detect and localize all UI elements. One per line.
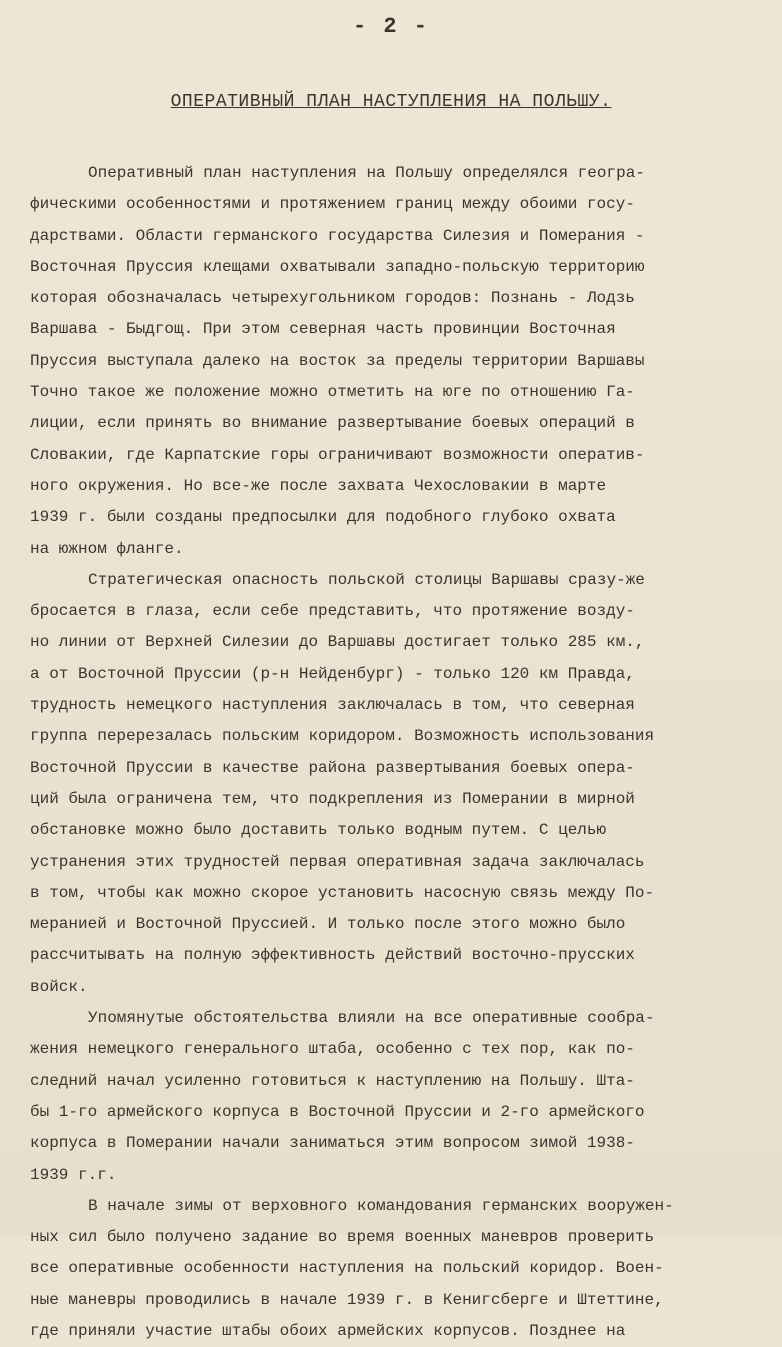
text-line: В начале зимы от верховного командования германских вооружен- (88, 1196, 674, 1215)
text-line: группа перерезалась польским коридором. Возможность использования (30, 727, 655, 746)
text-line: фическими особенностями и протяжением границ между обоими госу- (30, 195, 635, 214)
text-line: все оперативные особенности наступления на польский коридор. Воен- (30, 1259, 664, 1278)
text-line: рассчитывать на полную эффективность действий восточно-прусских (30, 946, 635, 965)
page-number: - 2 - (352, 14, 429, 39)
text-line: бросается в глаза, если себе представить, что протяжение возду- (30, 602, 635, 621)
text-line: бы 1-го армейского корпуса в Восточной Пруссии и 2-го армейского (30, 1102, 645, 1121)
text-line: ных сил было получено задание во время военных маневров проверить (30, 1228, 655, 1247)
text-line: в том, чтобы как можно скорое установить насосную связь между По- (30, 883, 655, 902)
text-line: меранией и Восточной Пруссией. И только после этого можно было (30, 915, 626, 934)
text-line: Стратегическая опасность польской столицы Варшавы сразу-же (88, 570, 645, 589)
paragraph-1 (30, 158, 758, 565)
text-line: следний начал усиленно готовиться к наступлению на Польшу. Шта- (30, 1071, 635, 1090)
text-line: обстановке можно было доставить только водным путем. С целью (30, 821, 607, 840)
text-line: Пруссия выступала далеко на восток за пределы территории Варшавы (30, 351, 645, 370)
text-line: устранения этих трудностей первая оперативная задача заключалась (30, 852, 645, 871)
document-title: ОПЕРАТИВНЫЙ ПЛАН НАСТУПЛЕНИЯ НА ПОЛЬШУ. (170, 92, 612, 112)
paragraph-3 (30, 1003, 758, 1191)
text-line: ного окружения. Но все-же после захвата Чехословакии в марте (30, 476, 607, 495)
text-line: Словакии, где Карпатские горы ограничивают возможности оператив- (30, 445, 645, 464)
text-line: Восточной Пруссии в качестве района развертывания боевых опера- (30, 758, 635, 777)
text-line: ные маневры проводились в начале 1939 г. в Кенигсберге и Штеттине, (30, 1290, 664, 1309)
text-line: ций была ограничена тем, что подкрепления из Померании в мирной (30, 789, 635, 808)
paragraph-2 (30, 565, 758, 1003)
text-line: Точно такое же положение можно отметить на юге по отношению Га- (30, 383, 635, 402)
paragraph-4 (30, 1191, 758, 1347)
text-line: дарствами. Области германского государства Силезия и Померания - (30, 226, 645, 245)
text-line: Восточная Пруссия клещами охватывали западно-польскую территорию (30, 257, 645, 276)
text-line: Варшава - Быдгощ. При этом северная часть провинции Восточная (30, 320, 616, 339)
text-line: но линии от Верхней Силезии до Варшавы достигает только 285 км., (30, 633, 645, 652)
text-line: Упомянутые обстоятельства влияли на все оперативные сообра- (88, 1009, 655, 1028)
text-line: а от Восточной Пруссии (р-н Нейденбург) - только 120 км Правда, (30, 664, 635, 683)
document-body (30, 158, 758, 1347)
text-line: лиции, если принять во внимание развертывание боевых операций в (30, 414, 635, 433)
text-line: где приняли участие штабы обоих армейских корпусов. Позднее на (30, 1321, 626, 1340)
text-line: 1939 г. были созданы предпосылки для подобного глубоко охвата (30, 508, 616, 527)
text-line: которая обозначалась четырехугольником городов: Познань - Лодзь (30, 289, 635, 308)
text-line: Оперативный план наступления на Польшу определялся геогра- (88, 164, 645, 182)
text-line: корпуса в Померании начали заниматься этим вопросом зимой 1938- (30, 1134, 635, 1153)
text-line: на южном фланге. (30, 539, 184, 558)
text-line: трудность немецкого наступления заключалась в том, что северная (30, 696, 635, 715)
text-line: войск. (30, 977, 88, 996)
text-line: 1939 г.г. (30, 1165, 117, 1184)
text-line: жения немецкого генерального штаба, особенно с тех пор, как по- (30, 1040, 635, 1059)
